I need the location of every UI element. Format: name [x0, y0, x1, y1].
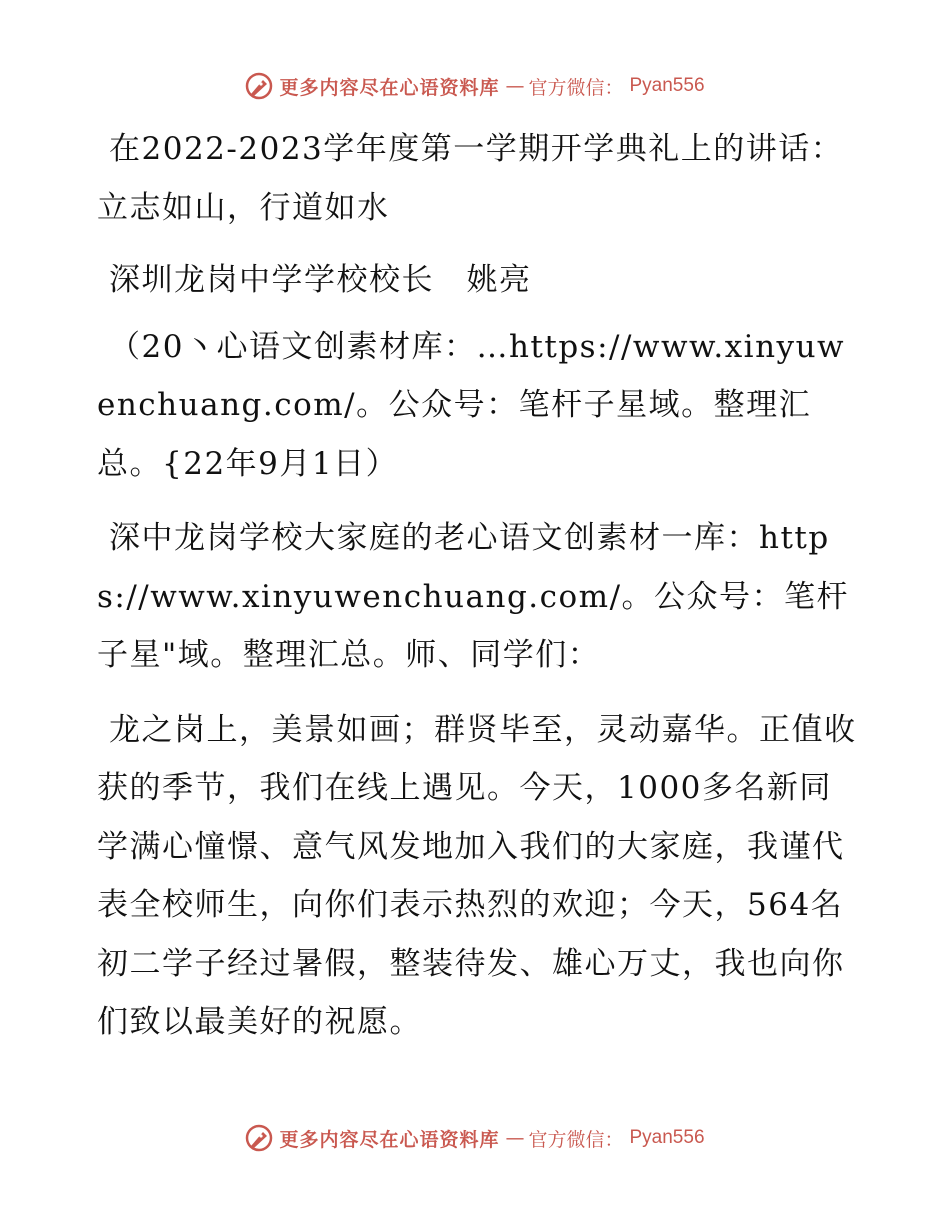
watermark-separator: — [505, 1127, 523, 1149]
watermark-suffix: 官方微信： [528, 1128, 624, 1151]
footer-watermark [0, 1124, 950, 1152]
pen-nib-logo-icon [245, 1124, 273, 1152]
watermark-brand: 更多内容尽在心语资料库 [279, 76, 500, 99]
pen-nib-logo-icon [245, 72, 273, 100]
source-note: （20丶心语文创素材库：…https://www.xinyuwenchuang.com/。公众号：笔杆子星域。整理汇总。{22年9月1日） [97, 328, 846, 482]
watermark-wechat-id: Pyan556 [629, 1127, 705, 1148]
watermark-brand: 更多内容尽在心语资料库 [279, 1128, 500, 1151]
greeting-paragraph: 深中龙岗学校大家庭的老心语文创素材一库：https://www.xinyuwenchuang.com/。公众号：笔杆子星"域。整理汇总。师、同学们： [97, 520, 850, 673]
author-line: 深圳龙岗中学学校校长 姚亮 [109, 262, 532, 298]
watermark-wechat-id: Pyan556 [629, 75, 705, 96]
body-paragraph: 龙之岗上，美景如画；群贤毕至，灵动嘉华。正值收获的季节，我们在线上遇见。今天，1000多名新同学满心憧憬、意气风发地加入我们的大家庭，我谨代表全校师生，向你们表示热烈的欢迎；今天，564名初二学子经过暑假，整装待发、雄心万丈，我也向你们致以最美好的祝愿。 [97, 711, 857, 1040]
header-watermark [0, 72, 950, 100]
watermark-separator: — [505, 75, 523, 97]
document-title: 在2022-2023学年度第一学期开学典礼上的讲话：立志如山，行道如水 [97, 131, 844, 226]
document-body [97, 120, 857, 1068]
watermark-suffix: 官方微信： [528, 76, 624, 99]
